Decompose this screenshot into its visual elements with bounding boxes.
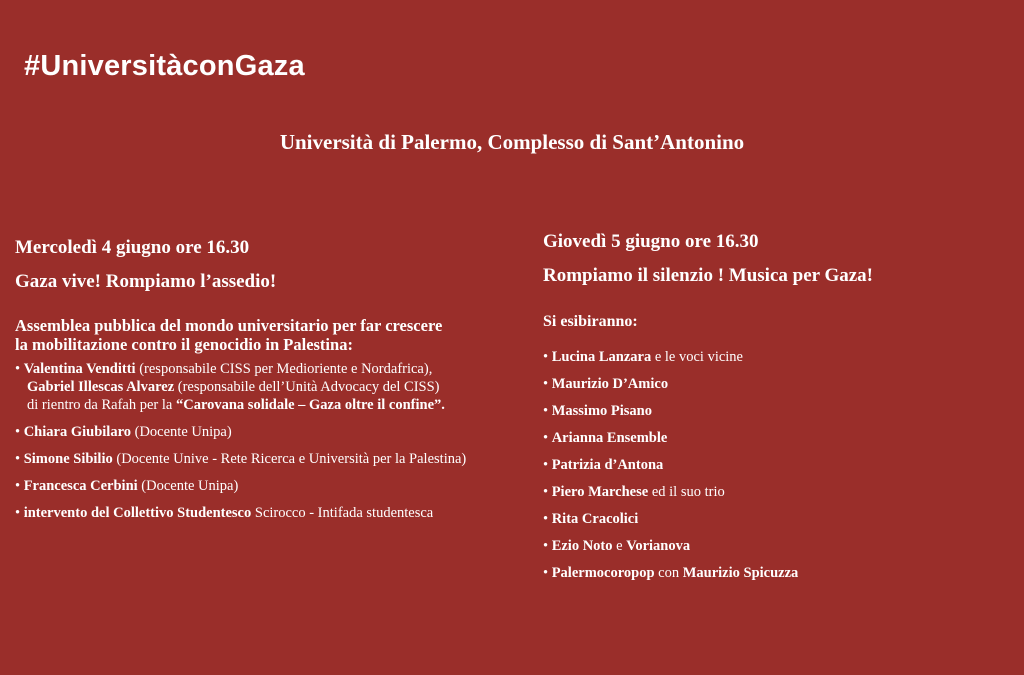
bullet: • <box>543 511 552 527</box>
day2-date: Giovedì 5 giugno ore 16.30 <box>543 231 759 252</box>
performer-name: Patrizia d’Antona <box>551 457 664 473</box>
list-item <box>543 510 1013 528</box>
speaker-role: (Docente Unipa) <box>131 424 232 440</box>
bullet: • <box>15 424 24 440</box>
day1-column <box>15 236 525 531</box>
speaker-name: intervento del Collettivo Studentesco <box>23 505 252 521</box>
list-item <box>15 477 525 495</box>
performer-name: Maurizio D’Amico <box>551 376 669 392</box>
speaker-name: Francesca Cerbini <box>23 478 138 494</box>
speaker-name: Gabriel Illescas Alvarez <box>27 379 175 395</box>
list-item <box>543 375 1013 393</box>
speaker-note: di rientro da Rafah per la <box>27 397 176 413</box>
day2-column <box>543 230 1013 591</box>
performer-list <box>543 348 1013 582</box>
performer-name: Vorianova <box>626 538 691 554</box>
list-item <box>543 429 1013 447</box>
bullet: • <box>543 565 552 581</box>
bullet: • <box>543 538 552 554</box>
performer-note: e le voci vicine <box>651 349 743 365</box>
speaker-list <box>15 360 525 522</box>
performer-note: con <box>654 565 683 581</box>
bullet: • <box>543 430 552 446</box>
performer-name: Rita Cracolici <box>551 511 639 527</box>
performer-name: Arianna Ensemble <box>551 430 668 446</box>
speaker-role: (responsabile dell’Unità Advocacy del CISS) <box>174 379 440 395</box>
day1-intro <box>15 316 525 354</box>
bullet: • <box>543 457 552 473</box>
speaker-role: Scirocco - Intifada studentesca <box>251 505 434 521</box>
list-item <box>15 360 525 414</box>
list-item <box>543 348 1013 366</box>
hashtag-title: #UniversitàconGaza <box>24 50 305 82</box>
performer-name: Piero Marchese <box>551 484 649 500</box>
speaker-name: Simone Sibilio <box>23 451 113 467</box>
day1-date: Mercoledì 4 giugno ore 16.30 <box>15 237 250 258</box>
bullet: • <box>543 403 552 419</box>
list-item <box>543 456 1013 474</box>
speaker-role: (Docente Unipa) <box>137 478 239 494</box>
bullet: • <box>543 349 552 365</box>
day2-title: Rompiamo il silenzio ! Musica per Gaza! <box>543 265 874 286</box>
list-item <box>15 504 525 522</box>
speaker-role: (Docente Unive - Rete Ricerca e Università per la Palestina) <box>112 451 467 467</box>
list-item <box>15 450 525 468</box>
performer-name: Massimo Pisano <box>551 403 652 419</box>
bullet: • <box>15 478 24 494</box>
performer-name: Lucina Lanzara <box>551 349 652 365</box>
caravan-title: “Carovana solidale – Gaza oltre il confine”. <box>175 397 445 413</box>
performer-name: Ezio Noto <box>551 538 613 554</box>
performers-label: Si esibiranno: <box>543 313 638 330</box>
bullet: • <box>15 505 24 521</box>
list-item <box>543 537 1013 555</box>
performer-name: Maurizio Spicuzza <box>682 565 799 581</box>
day1-intro-line2: la mobilitazione contro il genocidio in Palestina: <box>15 335 353 354</box>
day1-intro-line1: Assemblea pubblica del mondo universitario per far crescere <box>15 316 443 335</box>
bullet: • <box>15 451 24 467</box>
bullet: • <box>15 361 24 377</box>
list-item <box>543 483 1013 501</box>
performer-name: Palermocoropop <box>551 565 655 581</box>
list-item <box>15 423 525 441</box>
speaker-name: Chiara Giubilaro <box>23 424 131 440</box>
list-item <box>543 564 1013 582</box>
speaker-name: Valentina Venditti <box>23 361 136 377</box>
performer-note: ed il suo trio <box>648 484 725 500</box>
speaker-role: (responsabile CISS per Medioriente e Nordafrica), <box>135 361 433 377</box>
bullet: • <box>543 376 552 392</box>
performer-note: e <box>612 538 627 554</box>
day1-title: Gaza vive! Rompiamo l’assedio! <box>15 271 277 292</box>
bullet: • <box>543 484 552 500</box>
list-item <box>543 402 1013 420</box>
venue-title: Università di Palermo, Complesso di Sant’Antonino <box>279 130 745 154</box>
